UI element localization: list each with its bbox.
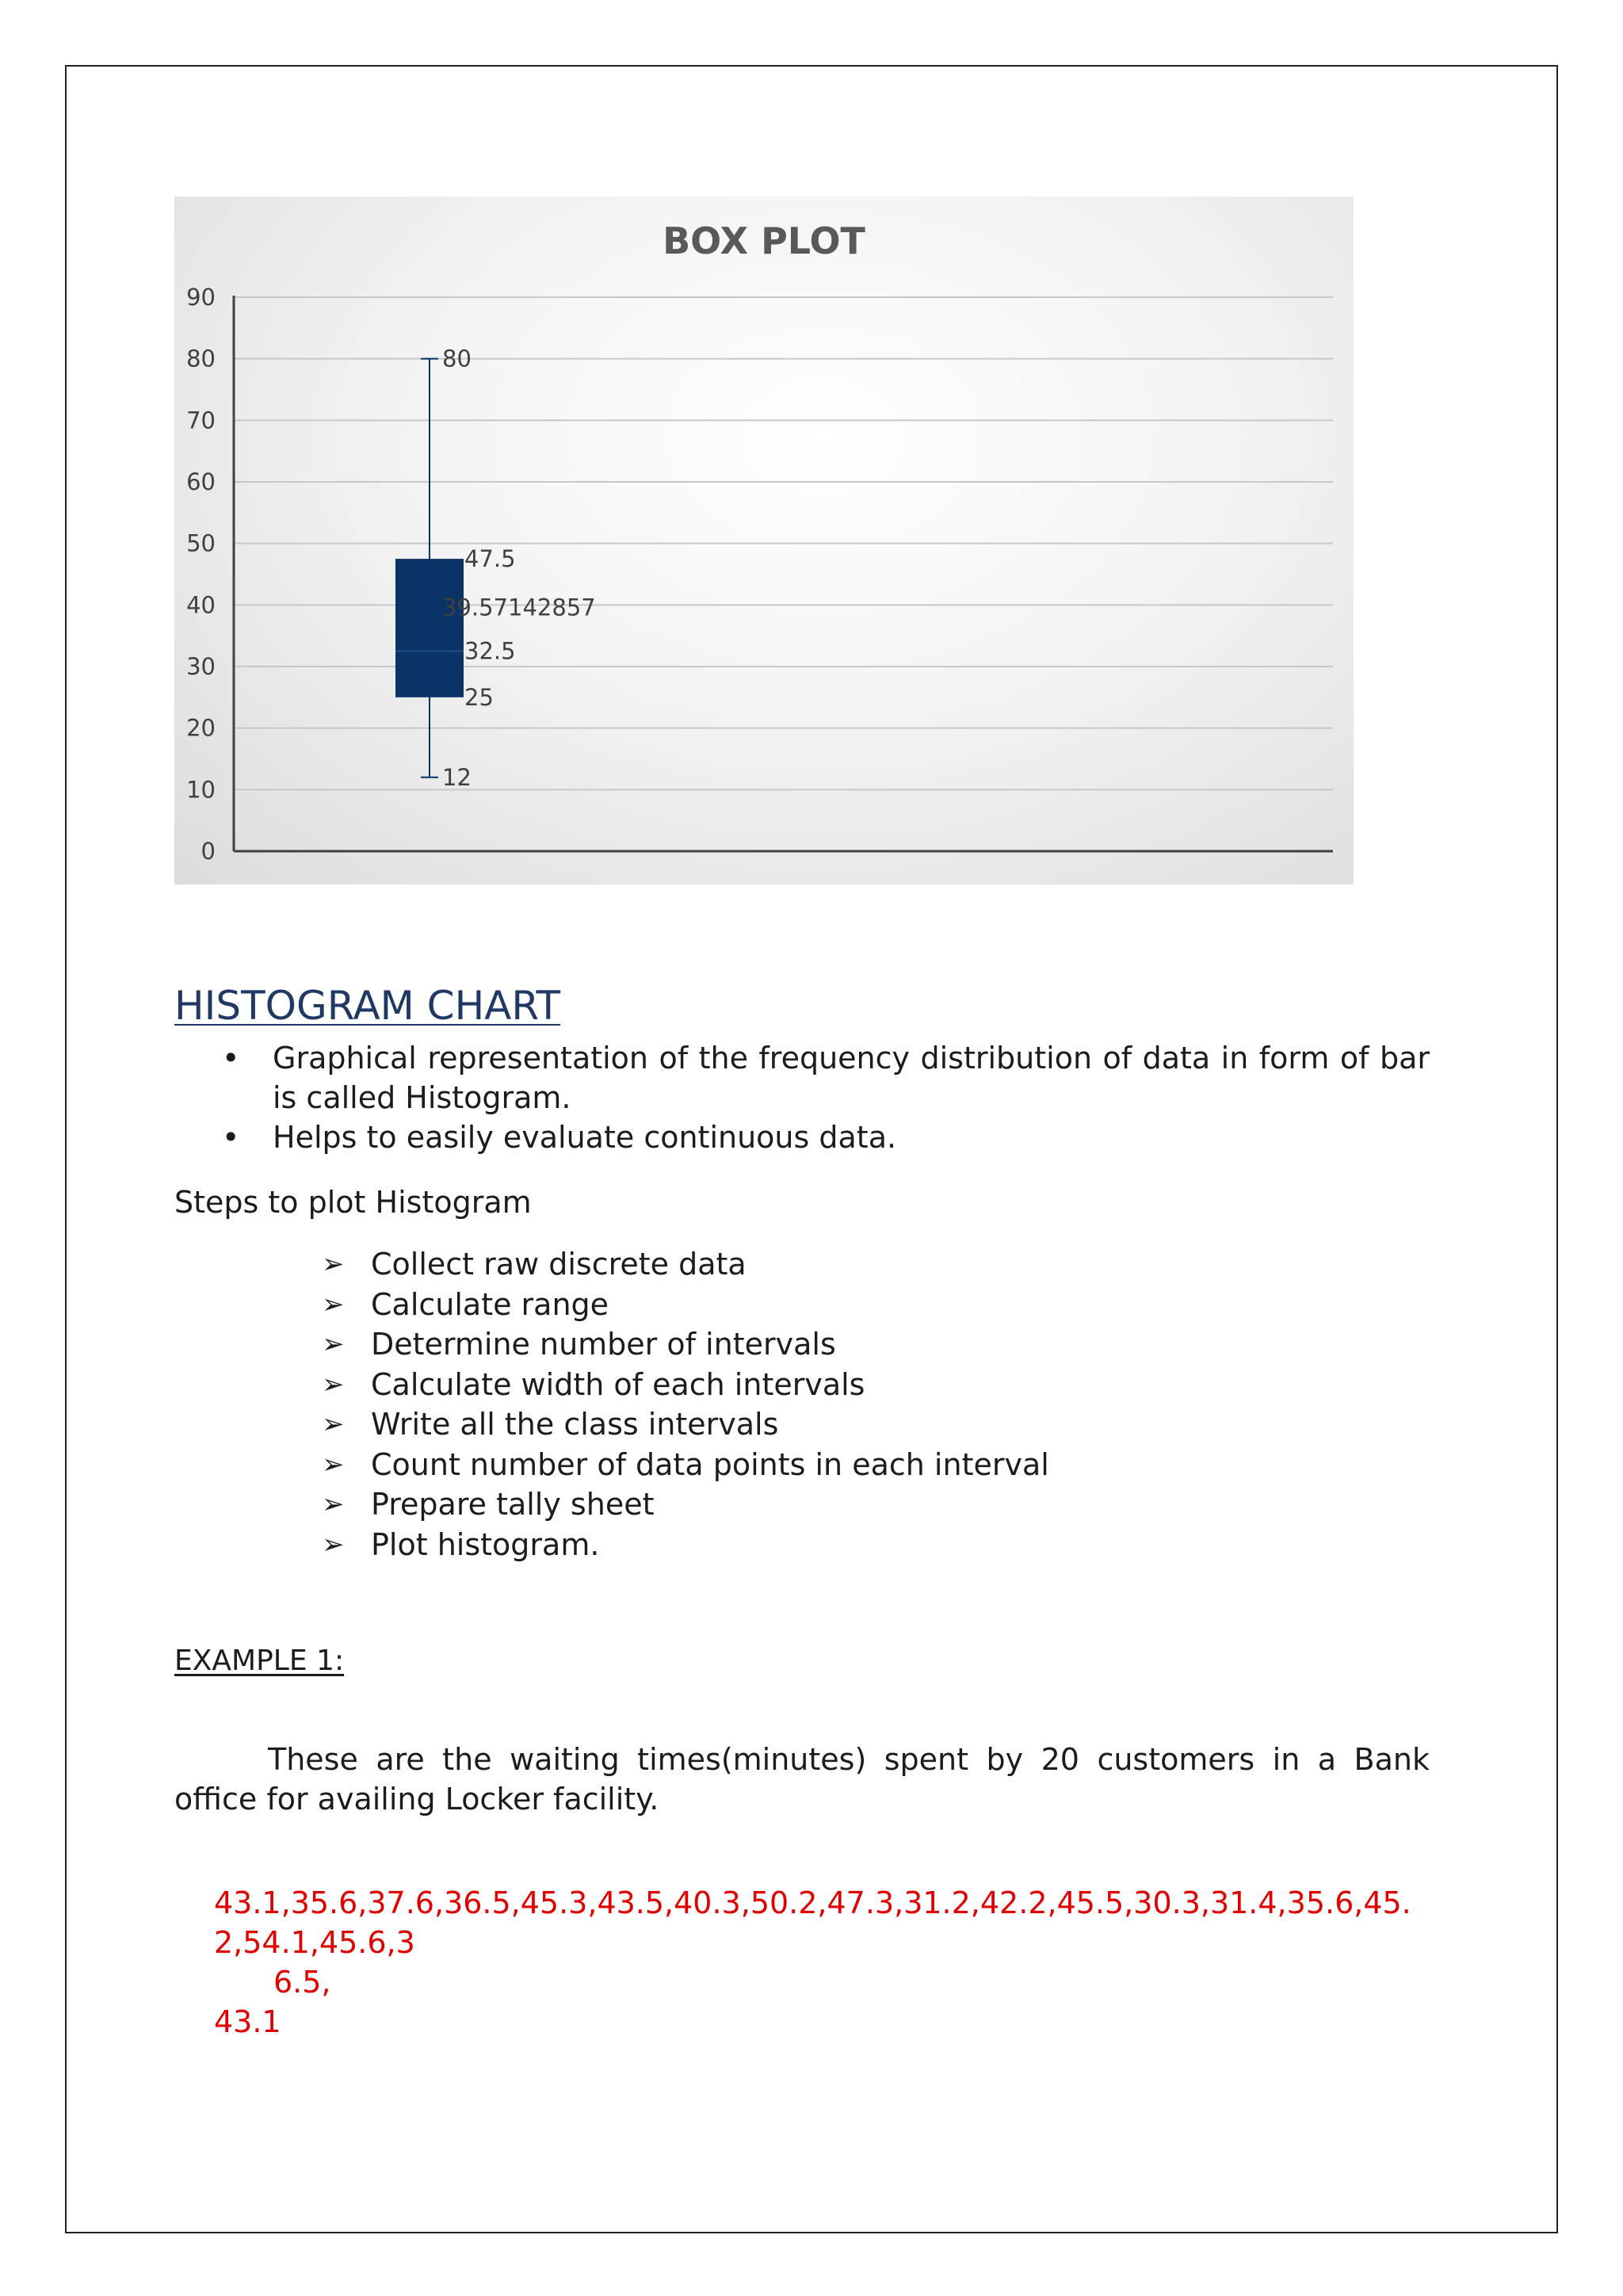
chart-title: BOX PLOT (663, 220, 865, 262)
arrow-bullet-icon: ➢ (322, 1368, 345, 1400)
step-text: Plot histogram. (371, 1526, 600, 1562)
step-item (319, 1484, 1049, 1525)
arrow-bullet-icon: ➢ (322, 1488, 345, 1520)
steps-list (319, 1244, 1049, 1564)
step-text: Prepare tally sheet (371, 1487, 655, 1522)
example-label: EXAMPLE 1: (174, 1645, 345, 1677)
arrow-bullet-icon: ➢ (322, 1328, 345, 1360)
box-plot-chart (174, 197, 1354, 884)
steps-title: Steps to plot Histogram (174, 1185, 532, 1220)
y-tick-label: 20 (186, 714, 216, 742)
step-item (319, 1244, 1049, 1285)
y-tick-label: 0 (200, 838, 216, 865)
y-tick-label: 70 (186, 407, 216, 434)
step-text: Determine number of intervals (371, 1327, 836, 1362)
histogram-bullet-list (174, 1038, 1430, 1157)
step-item (319, 1285, 1049, 1325)
arrow-bullet-icon: ➢ (322, 1248, 345, 1280)
step-text: Calculate width of each intervals (371, 1366, 865, 1402)
y-tick-label: 60 (186, 468, 216, 495)
step-item (319, 1324, 1049, 1365)
bullet-text: Helps to easily evaluate continuous data. (273, 1120, 897, 1155)
y-tick-label: 80 (186, 345, 216, 372)
arrow-bullet-icon: ➢ (322, 1408, 345, 1440)
y-tick-label: 90 (186, 284, 216, 311)
bullet-item (174, 1038, 1430, 1117)
data-label: 25 (464, 683, 494, 711)
step-item (319, 1445, 1049, 1485)
box-iqr (395, 559, 464, 697)
data-label: 39.57142857 (442, 594, 596, 621)
step-text: Write all the class intervals (371, 1407, 779, 1442)
step-item (319, 1365, 1049, 1405)
bullet-dot-icon: • (222, 1120, 240, 1155)
example-description: These are the waiting times(minutes) spent by 20 customers in a Bank office for availing Locker facility. (174, 1742, 1430, 1817)
data-label: 80 (442, 345, 472, 372)
bullet-text: Graphical representation of the frequency distribution of data in form of bar is called Histogram. (273, 1041, 1430, 1115)
histogram-heading: HISTOGRAM CHART (174, 983, 561, 1029)
y-tick-label: 30 (186, 653, 216, 680)
y-tick-label: 10 (186, 776, 216, 804)
data-label: 47.5 (464, 545, 516, 573)
step-item (319, 1404, 1049, 1445)
arrow-bullet-icon: ➢ (322, 1288, 345, 1320)
data-line: 43.1,35.6,37.6,36.5,45.3,43.5,40.3,50.2,47.3,31.2,42.2,45.5,30.3,31.4,35.6,45.2,54.1,45.6,3 (214, 1885, 1411, 1960)
arrow-bullet-icon: ➢ (322, 1528, 345, 1561)
y-tick-label: 40 (186, 591, 216, 619)
data-label: 32.5 (464, 637, 516, 665)
data-label: 12 (442, 763, 472, 791)
data-line: 6.5, (273, 1965, 331, 2000)
arrow-bullet-icon: ➢ (322, 1448, 345, 1480)
step-text: Calculate range (371, 1286, 609, 1322)
data-line: 43.1 (214, 2004, 281, 2039)
step-text: Collect raw discrete data (371, 1247, 747, 1282)
bullet-item (174, 1117, 1430, 1157)
y-tick-label: 50 (186, 529, 216, 557)
bullet-dot-icon: • (222, 1041, 240, 1075)
box-plot-svg (174, 197, 1354, 884)
step-text: Count number of data points in each interval (371, 1446, 1049, 1482)
step-item (319, 1525, 1049, 1565)
waiting-times-data (214, 1883, 1430, 2042)
